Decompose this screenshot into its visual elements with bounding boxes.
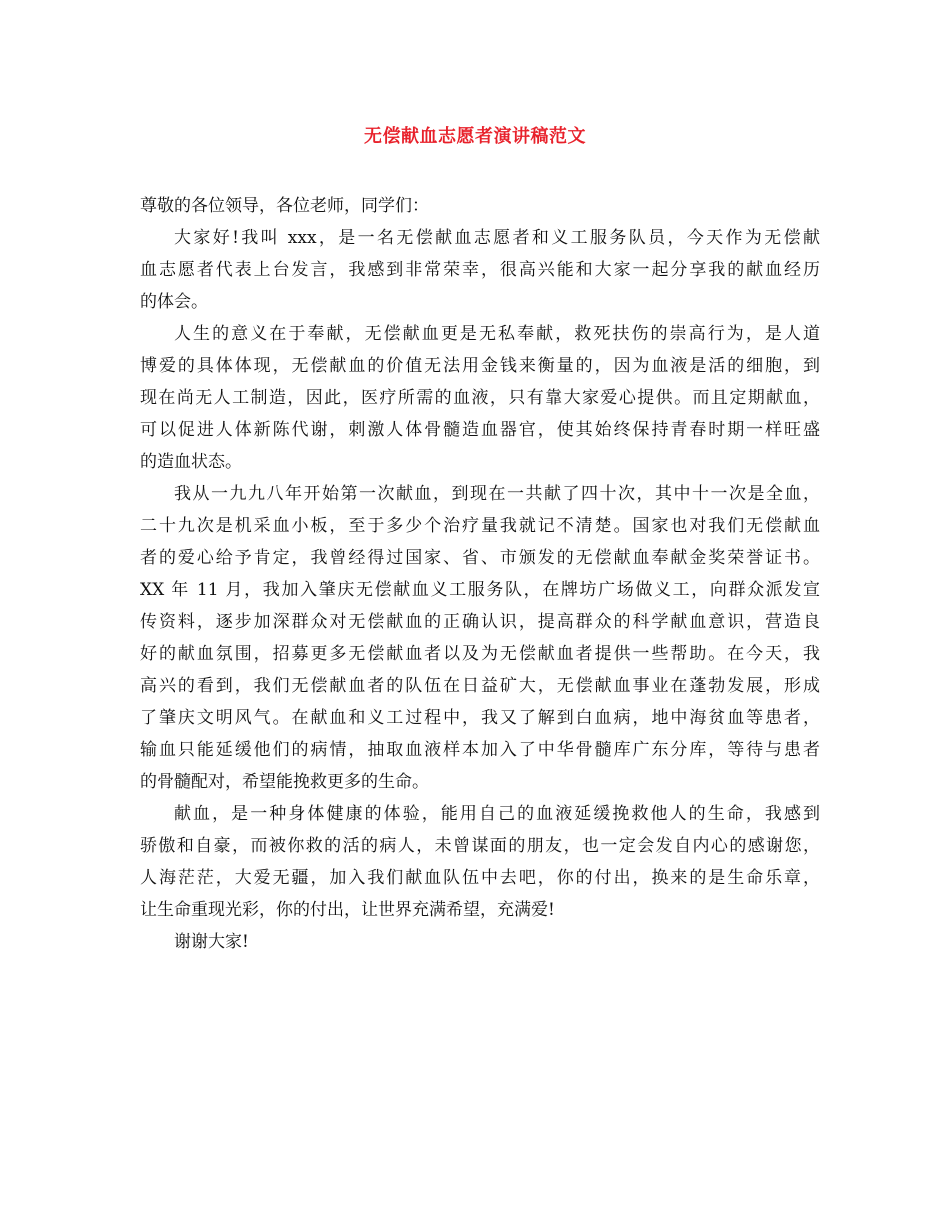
body-text-line: 尊敬的各位领导，各位老师，同学们：: [140, 196, 429, 216]
body-text-line: 献血，是一种身体健康的体验，能用自己的血液延缓挽救他人的生命，我感到: [174, 804, 820, 824]
body-text-line: 让生命重现光彩，你的付出，让世界充满希望，充满爱!: [140, 900, 555, 920]
body-text-line: 了肇庆文明风气。在献血和义工过程中，我又了解到白血病，地中海贫血等患者，: [140, 708, 820, 728]
body-text-line: 输血只能延缓他们的病情，抽取血液样本加入了中华骨髓库广东分库，等待与患者: [140, 740, 820, 760]
body-text-line: 二十九次是机采血小板，至于多少个治疗量我就记不清楚。国家也对我们无偿献血: [140, 516, 820, 536]
body-text-line: 的骨髓配对，希望能挽救更多的生命。: [140, 772, 429, 792]
body-text-line: 人生的意义在于奉献，无偿献血更是无私奉献，救死扶伤的崇高行为，是人道: [174, 324, 820, 344]
body-text-line: 者的爱心给予肯定，我曾经得过国家、省、市颁发的无偿献血奉献金奖荣誉证书。: [140, 548, 820, 568]
body-text-line: 骄傲和自豪，而被你救的活的病人，未曾谋面的朋友，也一定会发自内心的感谢您，: [140, 836, 820, 856]
body-text-line: 高兴的看到，我们无偿献血者的队伍在日益矿大，无偿献血事业在蓬勃发展，形成: [140, 676, 820, 696]
body-text-line: 的体会。: [140, 292, 208, 312]
body-text-line: XX 年 11 月，我加入肇庆无偿献血义工服务队，在牌坊广场做义工，向群众派发宣: [140, 580, 820, 600]
document-title: 无偿献血志愿者演讲稿范文: [364, 126, 586, 147]
body-text-line: 血志愿者代表上台发言，我感到非常荣幸，很高兴能和大家一起分享我的献血经历: [140, 260, 820, 280]
body-text-line: 我从一九九八年开始第一次献血，到现在一共献了四十次，其中十一次是全血，: [174, 484, 820, 504]
body-text-line: 大家好!我叫 xxx，是一名无偿献血志愿者和义工服务队员，今天作为无偿献: [174, 228, 820, 248]
body-text-line: 人海茫茫，大爱无疆，加入我们献血队伍中去吧，你的付出，换来的是生命乐章，: [140, 868, 820, 888]
body-text-line: 博爱的具体体现，无偿献血的价值无法用金钱来衡量的，因为血液是活的细胞，到: [140, 356, 820, 376]
body-text-line: 的造血状态。: [140, 452, 242, 472]
body-text-line: 谢谢大家!: [174, 932, 249, 952]
document-body: [140, 190, 820, 958]
body-text-line: 可以促进人体新陈代谢，刺激人体骨髓造血器官，使其始终保持青春时期一样旺盛: [140, 420, 820, 440]
body-text-line: 好的献血氛围，招募更多无偿献血者以及为无偿献血者提供一些帮助。在今天，我: [140, 644, 820, 664]
body-text-line: 传资料，逐步加深群众对无偿献血的正确认识，提高群众的科学献血意识，营造良: [140, 612, 820, 632]
body-text-line: 现在尚无人工制造，因此，医疗所需的血液，只有靠大家爱心提供。而且定期献血，: [140, 388, 820, 408]
